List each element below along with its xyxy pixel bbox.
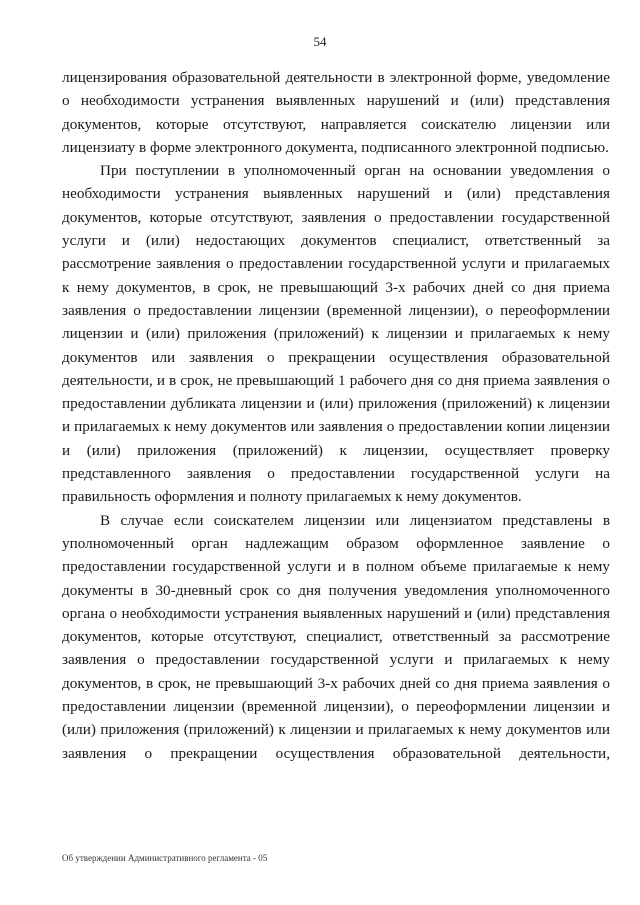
- body-text: [62, 66, 610, 765]
- paragraph-receipt-of-documents: При поступлении в уполномоченный орган на основании уведомления о необходимости устранения выявленных нарушений и (или) представления документов, которые отсутствуют, заявления о предоставлении государственной услуги и (или) недостающих документов специалист, ответственный за рассмотрение заявления о предоставлении государственной услуги и прилагаемых к нему документов, в срок, не превышающий 3-х рабочих дней со дня приема заявления о предоставлении лицензии (временной лицензии), о переоформлении лицензии и (или) приложения (приложений) к лицензии и прилагаемых к нему документов или заявления о прекращении осуществления образовательной деятельности, и в срок, не превышающий 1 рабочего дня со дня приема заявления о предоставлении дубликата лицензии и (или) приложения (приложений) к лицензии и прилагаемых к нему документов или заявления о предоставлении копии лицензии и (или) приложения (приложений) к лицензии, осуществляет проверку представленного заявления о предоставлении государственной услуги на правильность оформления и полноту прилагаемых к нему документов.: [62, 162, 610, 506]
- footer-document-title: Об утверждении Административного регламента - 05: [62, 853, 268, 863]
- paragraph-applicant-submission: В случае если соискателем лицензии или лицензиатом представлены в уполномоченный орган надлежащим образом оформленное заявление о предоставлении государственной услуги и в полном объеме прилагаемые к нему документы в 30-дневный срок со дня получения уведомления уполномоченного органа о необходимости устранения выявленных нарушений и (или) представления документов, которые отсутствуют, специалист, ответственный за рассмотрение заявления о предоставлении государственной услуги и прилагаемых к нему документов, в срок, не превышающий 3-х рабочих дней со дня приема заявления о предоставлении лицензии (временной лицензии), о переоформлении лицензии и (или) приложения (приложений) к лицензии и прилагаемых к нему документов или заявления о прекращении осуществления образовательной деятельности,: [62, 511, 610, 762]
- page-number: 54: [313, 34, 327, 49]
- paragraph-continuation: лицензирования образовательной деятельности в электронной форме, уведомление о необходимости устранения выявленных нарушений и (или) представления документов, которые отсутствуют, направляется соискателю лицензии или лицензиату в форме электронного документа, подписанного электронной подписью.: [62, 69, 610, 156]
